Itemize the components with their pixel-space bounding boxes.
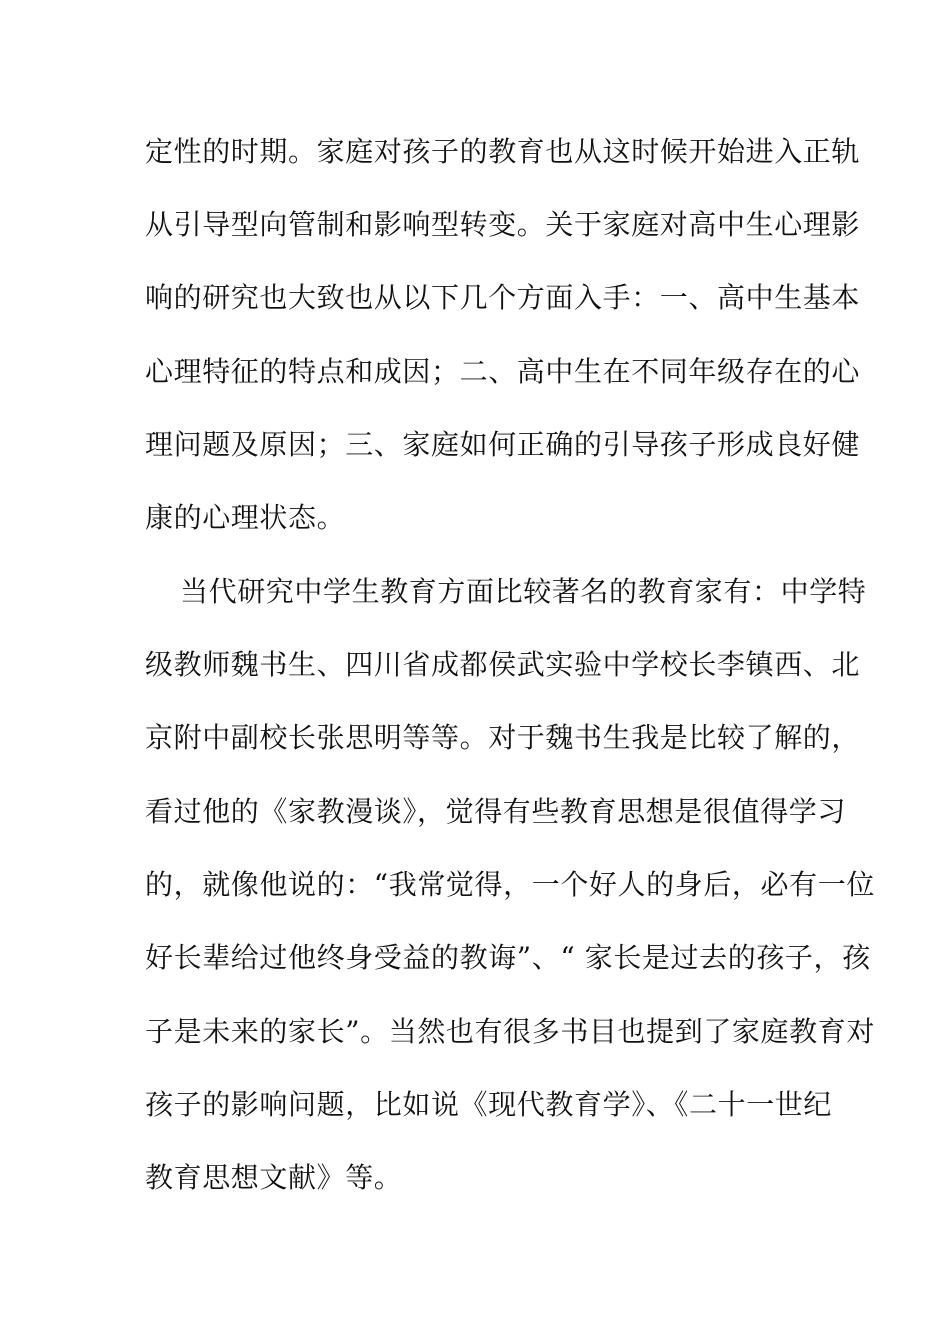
text-line: 看过他的《家教漫谈》，觉得有些教育思想是很值得学习 <box>145 795 847 828</box>
text-line: 心理特征的特点和成因；二、高中生在不同年级存在的心 <box>145 355 861 388</box>
text-line: 响的研究也大致也从以下几个方面入手：一、高中生基本 <box>145 281 861 314</box>
text-line: 理问题及原因；三、家庭如何正确的引导孩子形成良好健 <box>145 428 861 461</box>
text-line-paragraph-start: 当代研究中学生教育方面比较著名的教育家有：中学特 <box>180 575 867 608</box>
text-line: 级教师魏书生、四川省成都侯武实验中学校长李镇西、北 <box>145 648 861 681</box>
text-line: 定性的时期。家庭对孩子的教育也从这时候开始进入正轨 <box>145 135 861 168</box>
text-line: 京附中副校长张思明等等。对于魏书生我是比较了解的， <box>145 721 861 754</box>
text-line: 子是未来的家长”。当然也有很多书目也提到了家庭教育对 <box>145 1015 875 1048</box>
text-line: 的，就像他说的：“我常觉得，一个好人的身后，必有一位 <box>145 868 875 901</box>
text-line: 教育思想文献》等。 <box>145 1161 403 1194</box>
text-line: 好长辈给过他终身受益的教诲”、“ 家长是过去的孩子，孩 <box>145 941 871 974</box>
text-line: 康的心理状态。 <box>145 501 346 534</box>
text-line: 从引导型向管制和影响型转变。关于家庭对高中生心理影 <box>145 208 861 241</box>
text-line: 孩子的影响问题，比如说《现代教育学》、《二十一世纪 <box>145 1088 833 1121</box>
